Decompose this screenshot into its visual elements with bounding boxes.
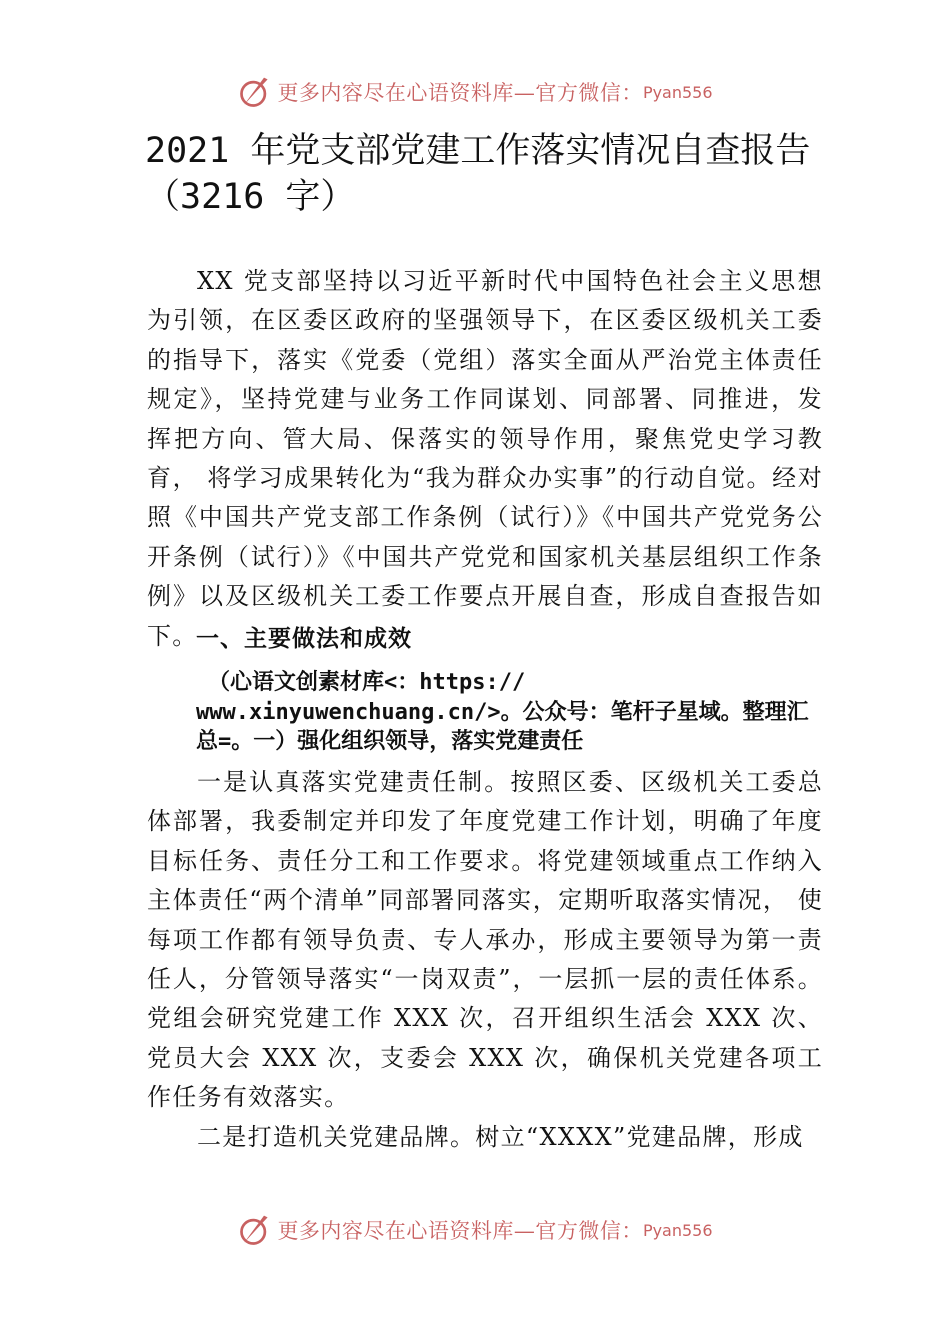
quill-pen-circle-icon [237,1212,273,1248]
subhead-line-1: （心语文创素材库<：https:// [208,670,526,695]
header-watermark-banner [0,70,950,114]
banner-text: 更多内容尽在心语资料库—官方微信： [277,1219,643,1243]
banner-wechat-id: Pyan556 [642,82,713,102]
quill-pen-circle-icon [237,74,273,110]
paragraph-intro: XX 党支部坚持以习近平新时代中国特色社会主义思想为引领，在区委区政府的坚强领导下，在区委区级机关工委的指导下，落实《党委（党组）落实全面从严治党主体责任规定》，坚持党建与业务工作同谋划、同部署、同推进，发 挥把方向、管大局、保落实的领导作用，聚焦党史学习教育， 将学习成果转化为“我为群众办实事”的行动自觉。经对照《中国共产党支部工作条例（试行）》《中国共产党党务公开条例（试行）》《中国共产党党和国家机关基层组织工作条例》以及区级机关工委工作要点开展自查，形成自查报告如下。 [147,267,823,650]
section-heading-1: 一、主要做法和成效 [196,626,412,652]
paragraph-responsibility: 一是认真落实党建责任制。按照区委、区级机关工委总体部署，我委制定并印发了年度党建工作计划，明确了年度目标任务、责任分工和工作要求。将党建领域重点工作纳入主体责任“两个清单”同部署同落实，定期听取落实情况， 使每项工作都有领导负责、专人承办，形成主要领导为第一责任人，分管领导落实“一岗双责”，一层抓一层的责任体系。党组会研究党建工作 XXX 次，召开组织生活会 XXX 次、党员大会 XXX 次，支委会 XXX 次，确保机关党建各项工作任务有效落实。 [147,768,823,1112]
subsection-heading [196,668,826,757]
paragraph-brand: 二是打造机关党建品牌。树立“XXXX”党建品牌，形成 [197,1123,804,1151]
banner-text: 更多内容尽在心语资料库—官方微信： [277,81,643,105]
footer-watermark-banner [0,1208,950,1252]
title-line-1: 2021 年党支部党建工作落实情况自查报告 [145,131,811,171]
banner-wechat-id: Pyan556 [642,1220,713,1240]
title-line-2: （3216 字） [145,177,356,217]
document-title [145,128,825,220]
subhead-line-2: www.xinyuwenchuang.cn/>。公众号：笔杆子星域。整理汇总=。一）强化组织领导，落实党建责任 [196,699,809,754]
